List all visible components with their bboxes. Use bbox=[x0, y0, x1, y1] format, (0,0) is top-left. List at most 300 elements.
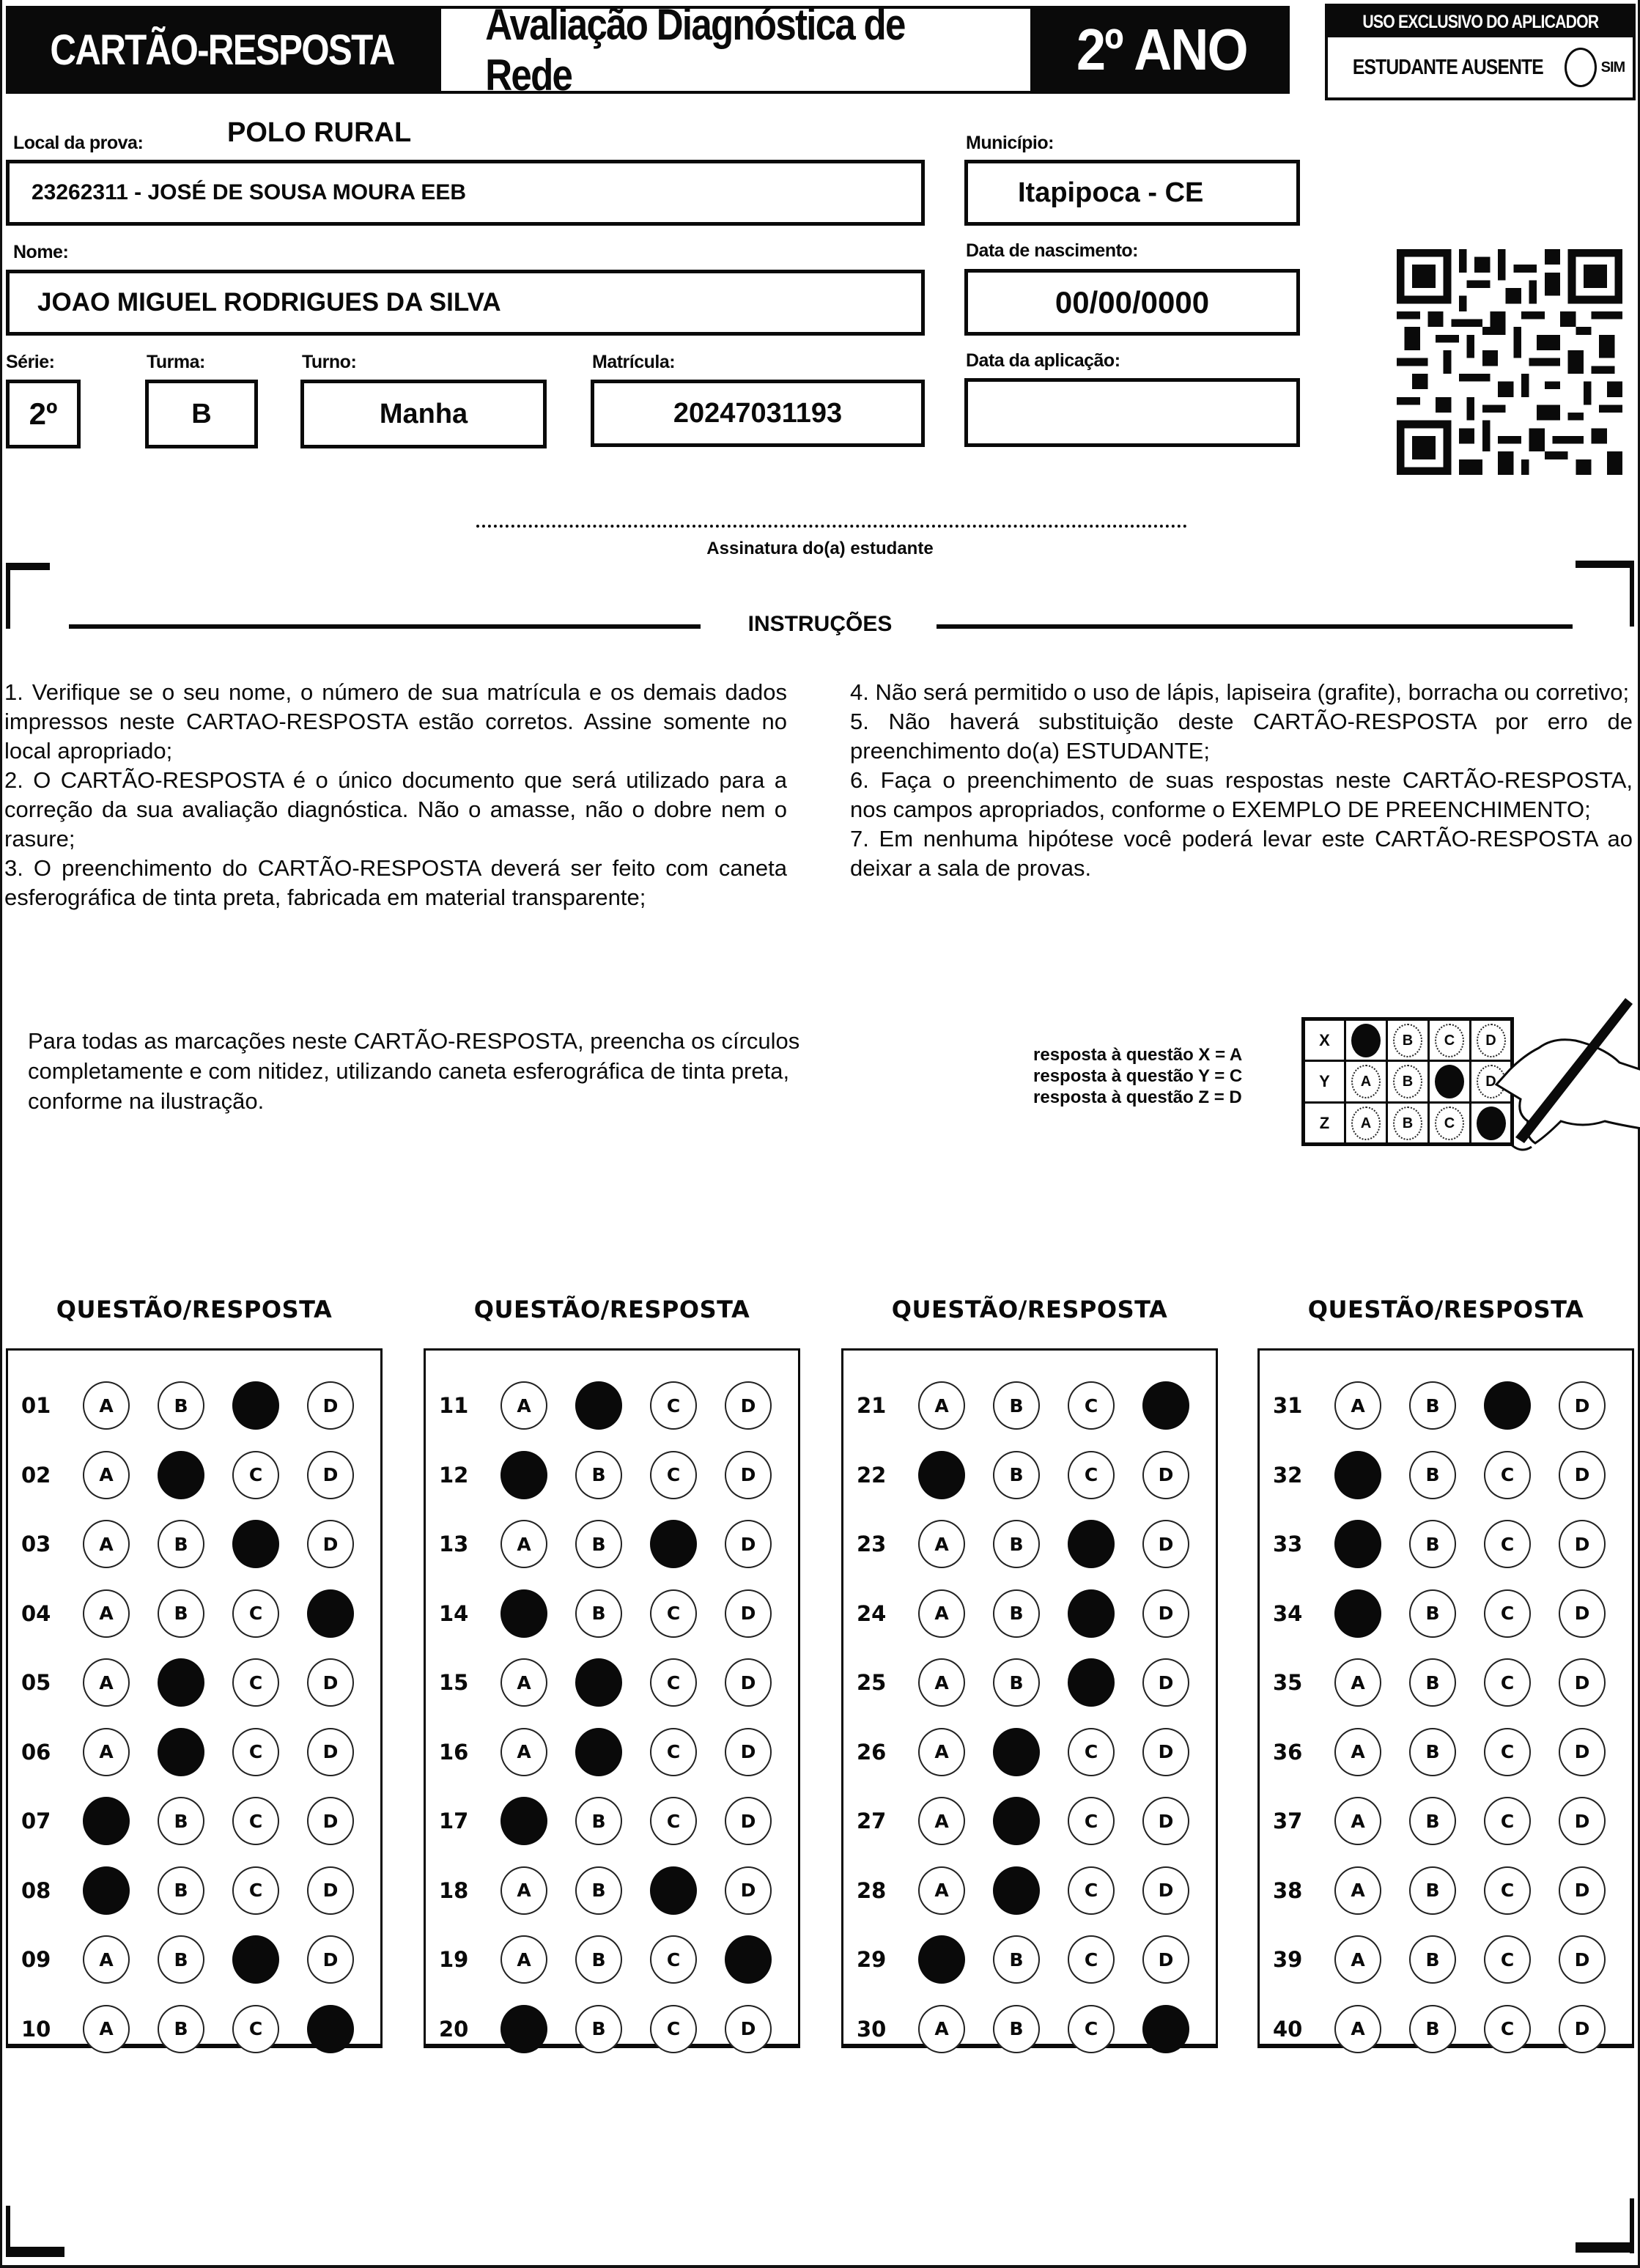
question-row bbox=[1260, 1934, 1606, 1985]
example-row bbox=[1304, 1061, 1512, 1103]
answer-bubble-d[interactable]: D bbox=[1142, 1451, 1189, 1499]
exam-title bbox=[438, 0, 1033, 100]
matricula-label: Matrícula: bbox=[592, 352, 676, 372]
question-number: 08 bbox=[21, 1877, 51, 1903]
corner-mark-bottom-left bbox=[6, 2247, 64, 2257]
answer-bubble-b[interactable]: B bbox=[993, 1520, 1040, 1568]
answer-bubble-d[interactable]: D bbox=[1559, 2005, 1606, 2053]
instruction-item: 5. Não haverá substituição deste CARTÃO-RESPOSTA por erro de preenchimento do(a) ESTUDANTE; bbox=[850, 709, 1633, 764]
question-number: 10 bbox=[21, 2016, 51, 2042]
answer-bubble-a[interactable]: A bbox=[501, 1520, 547, 1568]
example-legend-item: resposta à questão Y = C bbox=[1033, 1066, 1243, 1086]
question-number: 14 bbox=[439, 1600, 469, 1626]
question-row bbox=[8, 1657, 354, 1708]
answer-bubble-d[interactable]: D bbox=[307, 1658, 354, 1707]
answer-bubble-b[interactable]: B bbox=[1409, 1589, 1456, 1638]
question-number: 06 bbox=[21, 1739, 51, 1765]
question-row bbox=[1260, 1588, 1606, 1639]
answer-bubble-c[interactable]: C bbox=[1484, 1797, 1531, 1845]
answer-bubble-b[interactable]: B bbox=[993, 1935, 1040, 1984]
example-bubble: A bbox=[1351, 1065, 1381, 1098]
answer-bubble-c[interactable]: C bbox=[1484, 1589, 1531, 1638]
example-row bbox=[1304, 1103, 1512, 1145]
question-number: 04 bbox=[21, 1600, 51, 1626]
answer-bubble-c[interactable]: C bbox=[650, 1728, 697, 1776]
answer-bubble-b[interactable]: B bbox=[1409, 1866, 1456, 1915]
aplicador-box bbox=[1325, 4, 1636, 100]
example-cell bbox=[1345, 1103, 1387, 1145]
turma-value: B bbox=[191, 398, 212, 429]
example-bubble: D bbox=[1477, 1024, 1506, 1057]
section-title: QUESTÃO/RESPOSTA bbox=[56, 1296, 333, 1323]
example-bubble: D bbox=[1477, 1065, 1506, 1098]
answer-bubble-c[interactable]: C bbox=[232, 1451, 279, 1499]
answer-bubble-b[interactable]: B bbox=[575, 1520, 622, 1568]
question-number: 11 bbox=[439, 1393, 469, 1418]
answer-bubble-d[interactable]: D bbox=[307, 1451, 354, 1499]
question-row bbox=[843, 1795, 1189, 1847]
answer-bubble-c[interactable]: C bbox=[650, 1658, 697, 1707]
question-number: 39 bbox=[1273, 1947, 1303, 1972]
page-border-left bbox=[0, 0, 2, 2268]
instruction-item: 7. Em nenhuma hipótese você poderá levar este CARTÃO-RESPOSTA ao deixar a sala de provas. bbox=[850, 826, 1633, 881]
example-row bbox=[1304, 1019, 1512, 1061]
example-cell bbox=[1387, 1061, 1429, 1103]
answer-bubble-a[interactable] bbox=[918, 1935, 965, 1984]
answer-bubble-b[interactable] bbox=[993, 1797, 1040, 1845]
answer-bubble-b[interactable]: B bbox=[1409, 2005, 1456, 2053]
answer-bubble-b[interactable]: B bbox=[158, 1589, 204, 1638]
answer-bubble-a[interactable]: A bbox=[83, 1520, 130, 1568]
question-row bbox=[843, 2003, 1189, 2055]
answer-bubble-a[interactable] bbox=[1334, 1589, 1381, 1638]
corner-mark-top-right bbox=[1576, 561, 1634, 568]
question-row bbox=[426, 1865, 772, 1916]
answer-bubble-c[interactable]: C bbox=[232, 1728, 279, 1776]
answer-bubble-a[interactable]: A bbox=[83, 1589, 130, 1638]
answer-bubble-a[interactable] bbox=[83, 1866, 130, 1915]
answer-bubble-b[interactable]: B bbox=[158, 1797, 204, 1845]
turma-field bbox=[145, 380, 258, 448]
answer-bubble-b[interactable]: B bbox=[1409, 1520, 1456, 1568]
answer-bubble-d[interactable] bbox=[1142, 1381, 1189, 1430]
answer-bubble-a[interactable]: A bbox=[918, 1381, 965, 1430]
answer-bubble-a[interactable] bbox=[501, 1451, 547, 1499]
corner-mark-top-left bbox=[6, 563, 50, 570]
section-title: QUESTÃO/RESPOSTA bbox=[891, 1296, 1168, 1323]
answer-bubble-c[interactable]: C bbox=[650, 1935, 697, 1984]
answer-bubble-b[interactable]: B bbox=[158, 2005, 204, 2053]
answer-bubble-d[interactable]: D bbox=[1142, 1520, 1189, 1568]
answer-bubble-b[interactable]: B bbox=[993, 1381, 1040, 1430]
local-field bbox=[6, 160, 925, 226]
answer-bubble-a[interactable] bbox=[501, 1797, 547, 1845]
instruction-item: 1. Verifique se o seu nome, o número de sua matrícula e os demais dados impressos neste CARTAO-RESPOSTA estão corretos. Assine somente no local apropriado; bbox=[4, 679, 787, 764]
signature-label: Assinatura do(a) estudante bbox=[706, 539, 934, 558]
question-number: 32 bbox=[1273, 1462, 1303, 1488]
example-bubble: C bbox=[1435, 1107, 1464, 1140]
answer-bubble-b[interactable]: B bbox=[1409, 1381, 1456, 1430]
absent-checkbox[interactable] bbox=[1565, 48, 1597, 87]
answer-bubble-b[interactable]: B bbox=[1409, 1451, 1456, 1499]
question-number: 03 bbox=[21, 1532, 51, 1556]
answer-bubble-b[interactable]: B bbox=[1409, 1658, 1456, 1707]
answer-bubble-b[interactable] bbox=[158, 1728, 204, 1776]
nascimento-field bbox=[964, 269, 1300, 336]
answer-bubble-b[interactable]: B bbox=[575, 1797, 622, 1845]
matricula-field bbox=[591, 380, 925, 447]
answer-bubble-b[interactable]: B bbox=[575, 1451, 622, 1499]
question-row bbox=[1260, 1795, 1606, 1847]
answer-bubble-a[interactable]: A bbox=[1334, 2005, 1381, 2053]
example-legend-item: resposta à questão Z = D bbox=[1033, 1087, 1242, 1107]
instructions-right bbox=[850, 678, 1633, 883]
answer-bubble-b[interactable] bbox=[993, 1866, 1040, 1915]
question-number: 34 bbox=[1273, 1600, 1303, 1626]
instructions-left bbox=[4, 678, 787, 912]
answer-bubble-a[interactable]: A bbox=[83, 1451, 130, 1499]
answer-bubble-d[interactable] bbox=[725, 1935, 772, 1984]
answer-bubble-d[interactable] bbox=[307, 2005, 354, 2053]
answer-bubble-b[interactable]: B bbox=[158, 1381, 204, 1430]
question-row bbox=[843, 1518, 1189, 1570]
answer-bubble-d[interactable]: D bbox=[1559, 1520, 1606, 1568]
question-number: 18 bbox=[439, 1877, 469, 1903]
hand-pen-icon bbox=[1495, 997, 1640, 1165]
question-number: 19 bbox=[439, 1947, 469, 1972]
answer-bubble-c[interactable]: C bbox=[1484, 1728, 1531, 1776]
grade-badge-text: 2º ANO bbox=[1076, 17, 1247, 82]
answer-column-3 bbox=[841, 1348, 1218, 2048]
polo-label: POLO RURAL bbox=[227, 117, 412, 148]
answer-bubble-c[interactable]: C bbox=[650, 1797, 697, 1845]
answer-bubble-c[interactable]: C bbox=[1484, 1935, 1531, 1984]
answer-bubble-a[interactable] bbox=[1334, 1520, 1381, 1568]
answer-bubble-a[interactable]: A bbox=[918, 1520, 965, 1568]
qr-code-icon bbox=[1396, 249, 1623, 475]
answer-bubble-d[interactable]: D bbox=[1559, 1381, 1606, 1430]
example-row-label: Y bbox=[1304, 1061, 1345, 1103]
question-number: 17 bbox=[439, 1809, 469, 1833]
question-row bbox=[843, 1588, 1189, 1639]
answer-bubble-c[interactable]: C bbox=[1068, 2005, 1115, 2053]
question-row bbox=[843, 1449, 1189, 1501]
answer-bubble-c[interactable] bbox=[232, 1520, 279, 1568]
question-row bbox=[426, 1726, 772, 1778]
answer-bubble-d[interactable]: D bbox=[725, 2005, 772, 2053]
answer-bubble-d[interactable]: D bbox=[307, 1381, 354, 1430]
answer-bubble-c[interactable]: C bbox=[232, 1866, 279, 1915]
turma-label: Turma: bbox=[147, 352, 205, 372]
answer-bubble-d[interactable]: D bbox=[725, 1866, 772, 1915]
serie-value: 2º bbox=[29, 396, 58, 431]
question-row bbox=[843, 1657, 1189, 1708]
answer-bubble-a[interactable]: A bbox=[918, 1797, 965, 1845]
nome-label: Nome: bbox=[13, 242, 69, 262]
answer-bubble-d[interactable]: D bbox=[1559, 1797, 1606, 1845]
example-bubble: B bbox=[1393, 1024, 1422, 1057]
question-number: 13 bbox=[439, 1532, 469, 1556]
example-instructions: Para todas as marcações neste CARTÃO-RESPOSTA, preencha os círculos completamente e com nitidez, utilizando caneta esferográfica de tinta preta, conforme na ilustração. bbox=[28, 1028, 800, 1114]
answer-bubble-d[interactable]: D bbox=[307, 1728, 354, 1776]
example-bubble: B bbox=[1393, 1107, 1422, 1140]
question-number: 28 bbox=[857, 1877, 887, 1903]
answer-bubble-b[interactable] bbox=[993, 1728, 1040, 1776]
answer-bubble-c[interactable] bbox=[232, 1381, 279, 1430]
absent-label: ESTUDANTE AUSENTE bbox=[1352, 55, 1543, 79]
answer-bubble-d[interactable]: D bbox=[725, 1797, 772, 1845]
answer-bubble-c[interactable]: C bbox=[232, 2005, 279, 2053]
answer-bubble-d[interactable]: D bbox=[1142, 1797, 1189, 1845]
answer-bubble-c[interactable]: C bbox=[232, 1658, 279, 1707]
question-number: 40 bbox=[1273, 2016, 1303, 2042]
question-number: 27 bbox=[857, 1809, 887, 1833]
example-bubble bbox=[1435, 1065, 1464, 1098]
grade-badge bbox=[1033, 6, 1290, 94]
answer-column-4 bbox=[1257, 1348, 1634, 2048]
answer-bubble-b[interactable] bbox=[158, 1451, 204, 1499]
answer-bubble-d[interactable]: D bbox=[307, 1797, 354, 1845]
question-row bbox=[8, 2003, 354, 2055]
answer-bubble-b[interactable]: B bbox=[158, 1520, 204, 1568]
answer-bubble-b[interactable]: B bbox=[1409, 1797, 1456, 1845]
answer-column-1 bbox=[6, 1348, 383, 2048]
answer-bubble-b[interactable]: B bbox=[575, 1935, 622, 1984]
answer-bubble-b[interactable]: B bbox=[1409, 1935, 1456, 1984]
answer-bubble-a[interactable]: A bbox=[501, 1935, 547, 1984]
answer-bubble-c[interactable]: C bbox=[232, 1589, 279, 1638]
answer-bubble-c[interactable]: C bbox=[1484, 1451, 1531, 1499]
answer-bubble-b[interactable]: B bbox=[993, 1589, 1040, 1638]
question-row bbox=[843, 1726, 1189, 1778]
question-row bbox=[426, 1449, 772, 1501]
answer-bubble-a[interactable]: A bbox=[918, 1658, 965, 1707]
answer-bubble-d[interactable]: D bbox=[725, 1589, 772, 1638]
answer-bubble-d[interactable] bbox=[1142, 2005, 1189, 2053]
answer-bubble-b[interactable] bbox=[575, 1658, 622, 1707]
example-row-label: Z bbox=[1304, 1103, 1345, 1145]
answer-bubble-a[interactable]: A bbox=[918, 1589, 965, 1638]
instruction-item: 4. Não será permitido o uso de lápis, lapiseira (grafite), borracha ou corretivo; bbox=[850, 679, 1630, 705]
signature-line[interactable] bbox=[476, 525, 1187, 528]
answer-bubble-c[interactable]: C bbox=[1068, 1381, 1115, 1430]
answer-bubble-d[interactable]: D bbox=[307, 1935, 354, 1984]
answer-bubble-a[interactable]: A bbox=[501, 1381, 547, 1430]
answer-bubble-d[interactable]: D bbox=[1142, 1728, 1189, 1776]
answer-bubble-a[interactable]: A bbox=[1334, 1728, 1381, 1776]
answer-bubble-c[interactable] bbox=[1484, 1381, 1531, 1430]
answer-bubble-c[interactable] bbox=[650, 1520, 697, 1568]
serie-label: Série: bbox=[6, 352, 55, 372]
answer-bubble-c[interactable]: C bbox=[1068, 1728, 1115, 1776]
answer-bubble-c[interactable]: C bbox=[232, 1797, 279, 1845]
page-border-bottom bbox=[0, 2265, 1640, 2268]
answer-bubble-a[interactable]: A bbox=[501, 1866, 547, 1915]
question-row bbox=[426, 1518, 772, 1570]
answer-bubble-a[interactable]: A bbox=[501, 1658, 547, 1707]
local-label: Local da prova: bbox=[13, 133, 144, 153]
answer-bubble-d[interactable]: D bbox=[1559, 1728, 1606, 1776]
answer-bubble-a[interactable]: A bbox=[1334, 1658, 1381, 1707]
question-number: 01 bbox=[21, 1393, 51, 1418]
question-row bbox=[8, 1795, 354, 1847]
answer-bubble-a[interactable]: A bbox=[83, 1658, 130, 1707]
answer-bubble-a[interactable]: A bbox=[501, 1728, 547, 1776]
question-row bbox=[8, 1934, 354, 1985]
question-number: 33 bbox=[1273, 1532, 1303, 1556]
answer-bubble-b[interactable]: B bbox=[993, 1451, 1040, 1499]
answer-bubble-b[interactable]: B bbox=[575, 2005, 622, 2053]
answer-bubble-b[interactable]: B bbox=[158, 1866, 204, 1915]
question-row bbox=[426, 1380, 772, 1431]
corner-mark-bottom-right bbox=[1576, 2242, 1634, 2253]
answer-bubble-b[interactable] bbox=[158, 1658, 204, 1707]
example-cell bbox=[1429, 1019, 1471, 1061]
question-row bbox=[426, 1588, 772, 1639]
question-row bbox=[426, 1657, 772, 1708]
example-grid bbox=[1301, 1017, 1514, 1146]
turno-field bbox=[300, 380, 547, 448]
answer-bubble-c[interactable]: C bbox=[1068, 1866, 1115, 1915]
answer-bubble-d[interactable]: D bbox=[725, 1451, 772, 1499]
example-bubble: C bbox=[1435, 1024, 1464, 1057]
municipio-label: Município: bbox=[966, 133, 1054, 153]
card-title-text: CARTÃO-RESPOSTA bbox=[50, 26, 394, 74]
answer-bubble-c[interactable]: C bbox=[1484, 1520, 1531, 1568]
answer-bubble-d[interactable]: D bbox=[725, 1520, 772, 1568]
answer-bubble-d[interactable]: D bbox=[1559, 1451, 1606, 1499]
aplicacao-label: Data da aplicação: bbox=[966, 350, 1120, 371]
answer-bubble-a[interactable] bbox=[501, 1589, 547, 1638]
answer-bubble-a[interactable]: A bbox=[918, 2005, 965, 2053]
turno-value: Manha bbox=[379, 398, 468, 429]
question-row bbox=[8, 1588, 354, 1639]
answer-bubble-a[interactable]: A bbox=[83, 1381, 130, 1430]
answer-bubble-c[interactable]: C bbox=[1068, 1797, 1115, 1845]
answer-bubble-d[interactable] bbox=[307, 1589, 354, 1638]
answer-bubble-a[interactable]: A bbox=[1334, 1935, 1381, 1984]
answer-bubble-c[interactable]: C bbox=[1068, 1451, 1115, 1499]
answer-bubble-c[interactable]: C bbox=[650, 1381, 697, 1430]
answer-bubble-a[interactable]: A bbox=[83, 1935, 130, 1984]
question-row bbox=[8, 1380, 354, 1431]
answer-bubble-a[interactable]: A bbox=[918, 1728, 965, 1776]
example-bubble: B bbox=[1393, 1065, 1422, 1098]
answer-bubble-b[interactable]: B bbox=[158, 1935, 204, 1984]
question-number: 37 bbox=[1273, 1809, 1303, 1833]
question-row bbox=[1260, 1518, 1606, 1570]
answer-bubble-d[interactable]: D bbox=[1142, 1866, 1189, 1915]
question-row bbox=[8, 1518, 354, 1570]
absent-option-label: SIM bbox=[1600, 59, 1625, 75]
question-row bbox=[426, 1795, 772, 1847]
answer-bubble-d[interactable]: D bbox=[1559, 1866, 1606, 1915]
answer-bubble-a[interactable] bbox=[918, 1451, 965, 1499]
question-number: 23 bbox=[857, 1532, 887, 1556]
answer-bubble-d[interactable]: D bbox=[1142, 1935, 1189, 1984]
answer-bubble-d[interactable]: D bbox=[307, 1866, 354, 1915]
answer-bubble-b[interactable]: B bbox=[993, 1658, 1040, 1707]
answer-bubble-a[interactable]: A bbox=[1334, 1866, 1381, 1915]
example-bubble: A bbox=[1351, 1107, 1381, 1140]
question-number: 07 bbox=[21, 1809, 51, 1833]
answer-bubble-d[interactable]: D bbox=[1559, 1589, 1606, 1638]
nome-field bbox=[6, 270, 925, 336]
question-number: 21 bbox=[857, 1393, 887, 1418]
answer-bubble-c[interactable]: C bbox=[650, 2005, 697, 2053]
answer-bubble-b[interactable]: B bbox=[993, 2005, 1040, 2053]
answer-bubble-c[interactable]: C bbox=[1068, 1935, 1115, 1984]
question-row bbox=[843, 1934, 1189, 1985]
question-number: 24 bbox=[857, 1600, 887, 1626]
answer-bubble-a[interactable] bbox=[83, 1797, 130, 1845]
question-number: 02 bbox=[21, 1462, 51, 1488]
answer-bubble-a[interactable]: A bbox=[1334, 1797, 1381, 1845]
answer-bubble-d[interactable]: D bbox=[1142, 1589, 1189, 1638]
question-row bbox=[1260, 1865, 1606, 1916]
answer-bubble-a[interactable]: A bbox=[918, 1866, 965, 1915]
instructions-rule-right bbox=[937, 624, 1573, 629]
question-number: 38 bbox=[1273, 1877, 1303, 1903]
answer-bubble-c[interactable] bbox=[232, 1935, 279, 1984]
question-row bbox=[1260, 1449, 1606, 1501]
question-number: 36 bbox=[1273, 1739, 1303, 1765]
answer-bubble-c[interactable]: C bbox=[650, 1589, 697, 1638]
municipio-field bbox=[964, 160, 1300, 226]
example-legend bbox=[1033, 1044, 1242, 1108]
answer-bubble-a[interactable]: A bbox=[83, 1728, 130, 1776]
answer-bubble-a[interactable]: A bbox=[1334, 1381, 1381, 1430]
nascimento-label: Data de nascimento: bbox=[966, 240, 1139, 261]
answer-bubble-b[interactable] bbox=[575, 1728, 622, 1776]
answer-bubble-c[interactable]: C bbox=[1484, 1866, 1531, 1915]
answer-bubble-c[interactable]: C bbox=[1484, 1658, 1531, 1707]
answer-bubble-d[interactable]: D bbox=[1559, 1658, 1606, 1707]
answer-bubble-d[interactable]: D bbox=[725, 1381, 772, 1430]
matricula-value: 20247031193 bbox=[673, 397, 843, 429]
municipio-value: Itapipoca - CE bbox=[1018, 177, 1204, 208]
question-number: 26 bbox=[857, 1739, 887, 1765]
answer-bubble-a[interactable] bbox=[1334, 1451, 1381, 1499]
answer-bubble-d[interactable]: D bbox=[725, 1728, 772, 1776]
answer-bubble-d[interactable]: D bbox=[725, 1658, 772, 1707]
answer-bubble-c[interactable] bbox=[1068, 1658, 1115, 1707]
answer-bubble-b[interactable]: B bbox=[1409, 1728, 1456, 1776]
example-cell bbox=[1387, 1103, 1429, 1145]
instruction-item: 3. O preenchimento do CARTÃO-RESPOSTA deverá ser feito com caneta esferográfica de tinta preta, fabricada em material transparente; bbox=[4, 855, 787, 910]
question-row bbox=[843, 1380, 1189, 1431]
answer-bubble-b[interactable] bbox=[575, 1381, 622, 1430]
answer-bubble-b[interactable]: B bbox=[575, 1589, 622, 1638]
answer-bubble-c[interactable]: C bbox=[1484, 2005, 1531, 2053]
answer-bubble-a[interactable]: A bbox=[83, 2005, 130, 2053]
answer-bubble-b[interactable]: B bbox=[575, 1866, 622, 1915]
example-cell bbox=[1387, 1019, 1429, 1061]
answer-bubble-c[interactable] bbox=[1068, 1589, 1115, 1638]
answer-bubble-d[interactable]: D bbox=[1142, 1658, 1189, 1707]
answer-bubble-c[interactable]: C bbox=[650, 1451, 697, 1499]
question-row bbox=[8, 1449, 354, 1501]
answer-bubble-c[interactable] bbox=[1068, 1520, 1115, 1568]
question-number: 12 bbox=[439, 1462, 469, 1488]
question-number: 30 bbox=[857, 2016, 887, 2042]
answer-bubble-d[interactable]: D bbox=[1559, 1935, 1606, 1984]
answer-bubble-a[interactable] bbox=[501, 2005, 547, 2053]
answer-bubble-c[interactable] bbox=[650, 1866, 697, 1915]
answer-bubble-d[interactable]: D bbox=[307, 1520, 354, 1568]
section-title: QUESTÃO/RESPOSTA bbox=[473, 1296, 750, 1323]
card-title bbox=[6, 6, 438, 94]
